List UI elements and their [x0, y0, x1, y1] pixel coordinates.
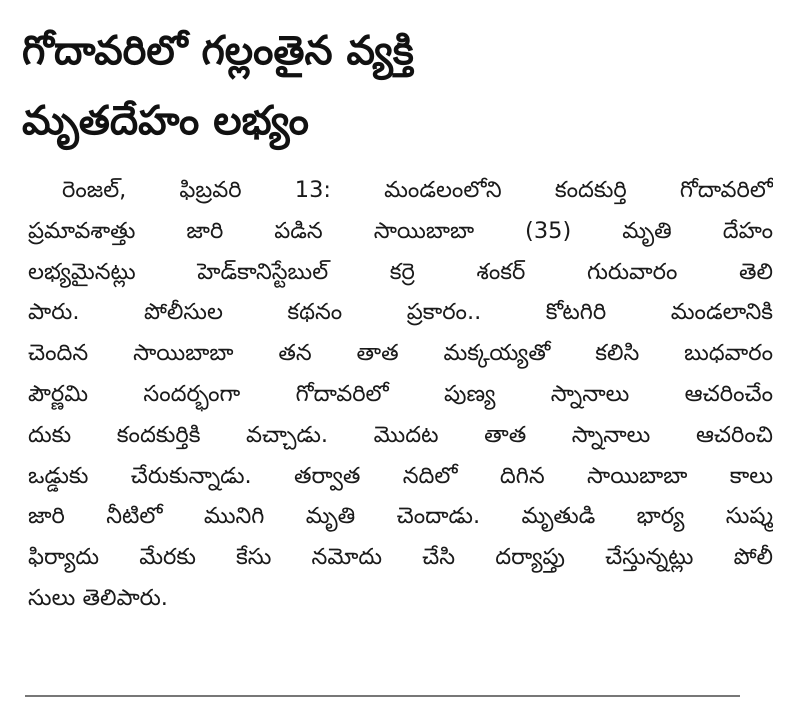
body-line: చెందిన సాయిబాబా తన తాత మక్కయ్యతో కలిసి బుధవారం	[28, 340, 773, 367]
body-line: సులు తెలిపారు.	[28, 584, 168, 611]
headline-line: గోదావరిలో గల్లంతైన వ్యక్తి	[22, 28, 414, 74]
body-line: ఒడ్డుకు చేరుకున్నాడు. తర్వాత నదిలో దిగిన సాయిబాబా కాలు	[28, 462, 773, 489]
article-headline	[22, 16, 782, 156]
body-line: పారు. పోలీసుల కథనం ప్రకారం.. కోటగిరి మండలానికి	[28, 299, 773, 326]
article-divider	[25, 695, 740, 697]
body-line: జారి నీటిలో మునిగి మృతి చెందాడు. మృతుడి భార్య సుష్మ	[28, 503, 773, 530]
body-line: లభ్యమైనట్లు హెడ్‌కానిస్టేబుల్ కర్రె శంకర్ గురువారం తెలి	[28, 258, 773, 285]
body-line: దుకు కందకుర్తికి వచ్చాడు. మొదట తాత స్నానాలు ఆచరించి	[28, 421, 773, 448]
body-line: రెంజల్, ఫిబ్రవరి 13: మండలంలోని కందకుర్తి గోదావరిలో	[62, 177, 773, 203]
body-line: పౌర్ణమి సందర్భంగా గోదావరిలో పుణ్య స్నానాలు ఆచరించేం	[28, 380, 773, 407]
article-body	[28, 170, 773, 619]
body-line: ఫిర్యాదు మేరకు కేసు నమోదు చేసి దర్యాప్తు చేస్తున్నట్లు పోలీ	[28, 544, 773, 571]
body-line: ప్రమావశాత్తు జారి పడిన సాయిబాబా (35) మృతి దేహం	[28, 217, 773, 244]
headline-line: మృతదేహం లభ్యం	[22, 98, 309, 144]
